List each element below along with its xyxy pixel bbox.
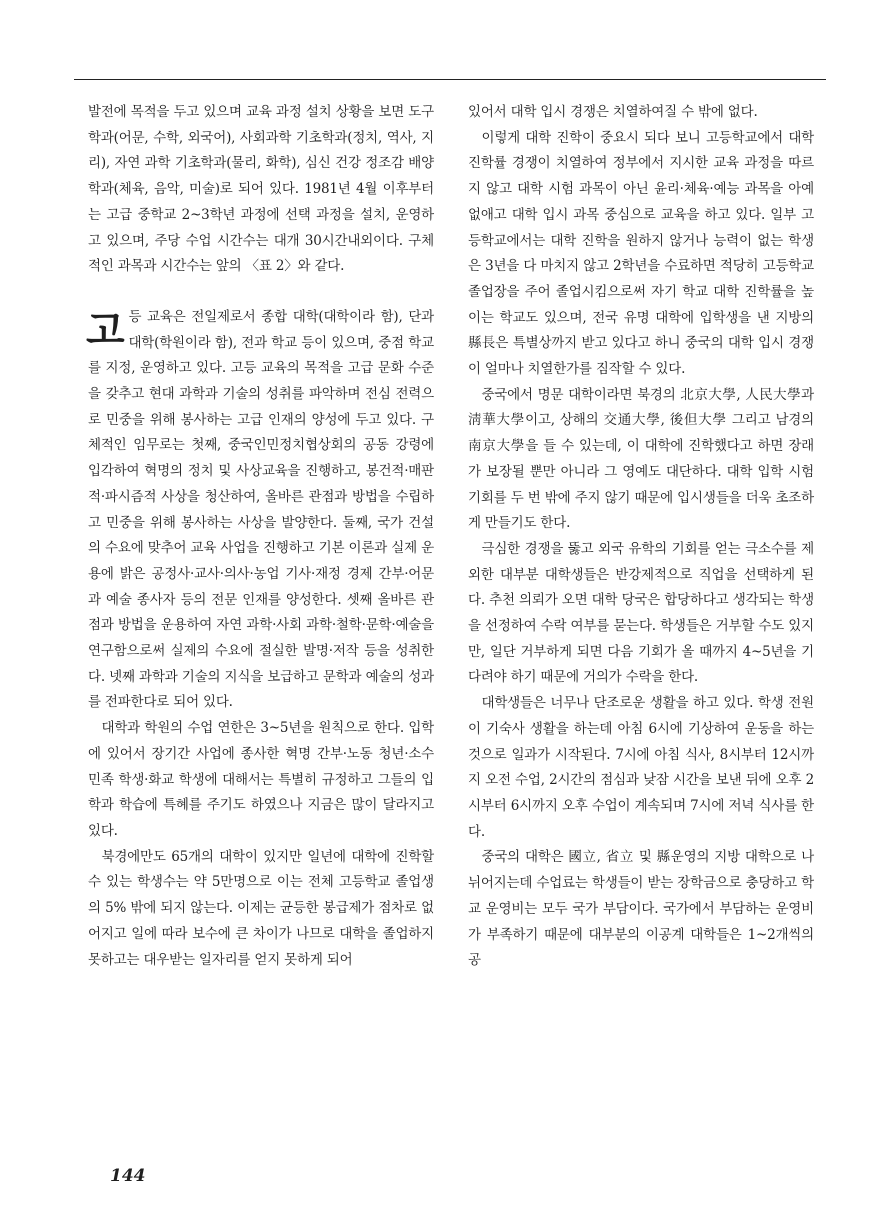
drop-cap: 고 xyxy=(86,306,125,354)
page-number: 144 xyxy=(110,1166,146,1186)
paragraph: 이렇게 대학 진학이 중요시 되다 보니 고등학교에서 대학 진학률 경쟁이 치열하여 정부에서 지시한 교육 과정을 따르지 않고 대학 시험 과목이 아닌 윤리·체육·예능 과목을 아예 없애고 대학 입시 과목 중심으로 교육을 하고 있다. 일부 고등학교에서는 대학 진학을 원하지 않거나 능력이 없는 학생은 3년을 다 마치지 않고 2학년을 수료하면 적당히 고등학교 졸업장을 주어 졸업시킴으로써 자기 학교 대학 진학률을 높이는 학교도 있으며, 전국 유명 대학에 입학생을 낸 지방의 縣長은 특별상까지 받고 있다고 하니 중국의 대학 입시 경쟁이 얼마나 치열한가를 짐작할 수 있다. xyxy=(468,129,814,378)
left-column xyxy=(88,100,434,973)
paragraph: 대학생들은 너무나 단조로운 생활을 하고 있다. 학생 전원이 기숙사 생활을 하는데 아침 6시에 기상하여 운동을 하는 것으로 일과가 시작된다. 7시에 아침 식사, 8시부터 12시까지 오전 수업, 2시간의 점심과 낮잠 시간을 보낸 뒤에 오후 2시부터 6시까지 오후 수업이 계속되며 7시에 저녁 식사를 한다. xyxy=(468,695,814,840)
paragraph: 북경에만도 65개의 대학이 있지만 일년에 대학에 진학할 수 있는 학생수는 약 5만명으로 이는 전체 고등학교 졸업생의 5% 밖에 되지 않는다. 이제는 균등한 봉급제가 점차로 없어지고 일에 따라 보수에 큰 차이가 나므로 대학을 졸업하지 못하고는 대우받는 일자리를 얻지 못하게 되어 xyxy=(88,848,434,968)
paragraph: 대학과 학원의 수업 연한은 3~5년을 원칙으로 한다. 입학에 있어서 장기간 사업에 종사한 혁명 간부·노동 청년·소수 민족 학생·화교 학생에 대해서는 특별히 규정하고 그들의 입학과 학습에 특혜를 주기도 하였으나 지금은 많이 달라지고 있다. xyxy=(88,720,434,839)
paragraph: 중국에서 명문 대학이라면 북경의 北京大學, 人民大學과 淸華大學이고, 상해의 交通大學, 後但大學 그리고 남경의 南京大學을 들 수 있는데, 이 대학에 진학했다고 하면 장래가 보장될 뿐만 아니라 그 영예도 대단하다. 대학 입학 시험 기회를 두 번 밖에 주지 않기 때문에 입시생들을 더욱 초조하게 만들기도 한다. xyxy=(468,386,814,532)
right-column xyxy=(468,100,814,974)
header-rule xyxy=(74,79,826,80)
paragraph-text: 등 교육은 전일제로서 종합 대학(대학이라 함), 단과 대학(학원이라 함), 전과 학교 등이 있으며, 중점 학교를 지정, 운영하고 있다. 고등 교육의 목적을 고급 문화 수준을 갖추고 현대 과학과 기술의 성취를 파악하며 전심 전력으로 민중을 위해 봉사하는 고급 인재의 양성에 두고 있다. 구체적인 임무로는 첫째, 중국인민정치협상회의 공동 강령에 입각하여 혁명의 정치 및 사상교육을 진행하고, 봉건적·매판적·파시즘적 사상을 청산하여, 올바른 관점과 방법을 수립하고 민중을 위해 봉사하는 사상을 발양한다. 둘째, 국가 건설의 수요에 맞추어 교육 사업을 진행하고 기본 이론과 실제 운용에 밝은 공정사·교사·의사·농업 기사·재정 경제 간부·어문과 예술 종사자 등의 전문 인재를 양성한다. 셋째 올바른 관점과 방법을 운용하여 자연 과학·사회 과학·철학·문학·예술을 연구함으로써 실제의 수요에 절실한 발명·저작 등을 성취한다. 넷째 과학과 기술의 지식을 보급하고 문학과 예술의 성과를 전파한다로 되어 있다. xyxy=(88,308,434,711)
paragraph: 발전에 목적을 두고 있으며 교육 과정 설치 상황을 보면 도구학과(어문, 수학, 외국어), 사회과학 기초학과(정치, 역사, 지리), 자연 과학 기초학과(물리, 화학), 심신 건강 정조감 배양학과(체육, 음악, 미술)로 되어 있다. 1981년 4월 이후부터는 고급 중학교 2~3학년 과정에 선택 과정을 설치, 운영하고 있으며, 주당 수업 시간수는 대개 30시간내외이다. 구체적인 과목과 시간수는 앞의 〈표 2〉와 같다. xyxy=(88,104,434,275)
paragraph: 극심한 경쟁을 뚫고 외국 유학의 기회를 얻는 극소수를 제외한 대부분 대학생들은 반강제적으로 직업을 선택하게 된다. 추천 의뢰가 오면 대학 당국은 합당하다고 생각되는 학생을 선정하여 수락 여부를 묻는다. 학생들은 거부할 수도 있지만, 일단 거부하게 되면 다음 기회가 올 때까지 4~5년을 기다려야 하기 때문에 거의가 수락을 한다. xyxy=(468,540,814,686)
paragraph-dropcap xyxy=(88,305,434,716)
paragraph: 있어서 대학 입시 경쟁은 치열하여질 수 밖에 없다. xyxy=(468,104,758,120)
paragraph: 중국의 대학은 國立, 省立 및 縣운영의 지방 대학으로 나뉘어지는데 수업료는 학생들이 받는 장학금으로 충당하고 학교 운영비는 모두 국가 부담이다. 국가에서 부담하는 운영비가 부족하기 때문에 대부분의 이공계 대학들은 1~2개씩의 공 xyxy=(468,849,814,969)
